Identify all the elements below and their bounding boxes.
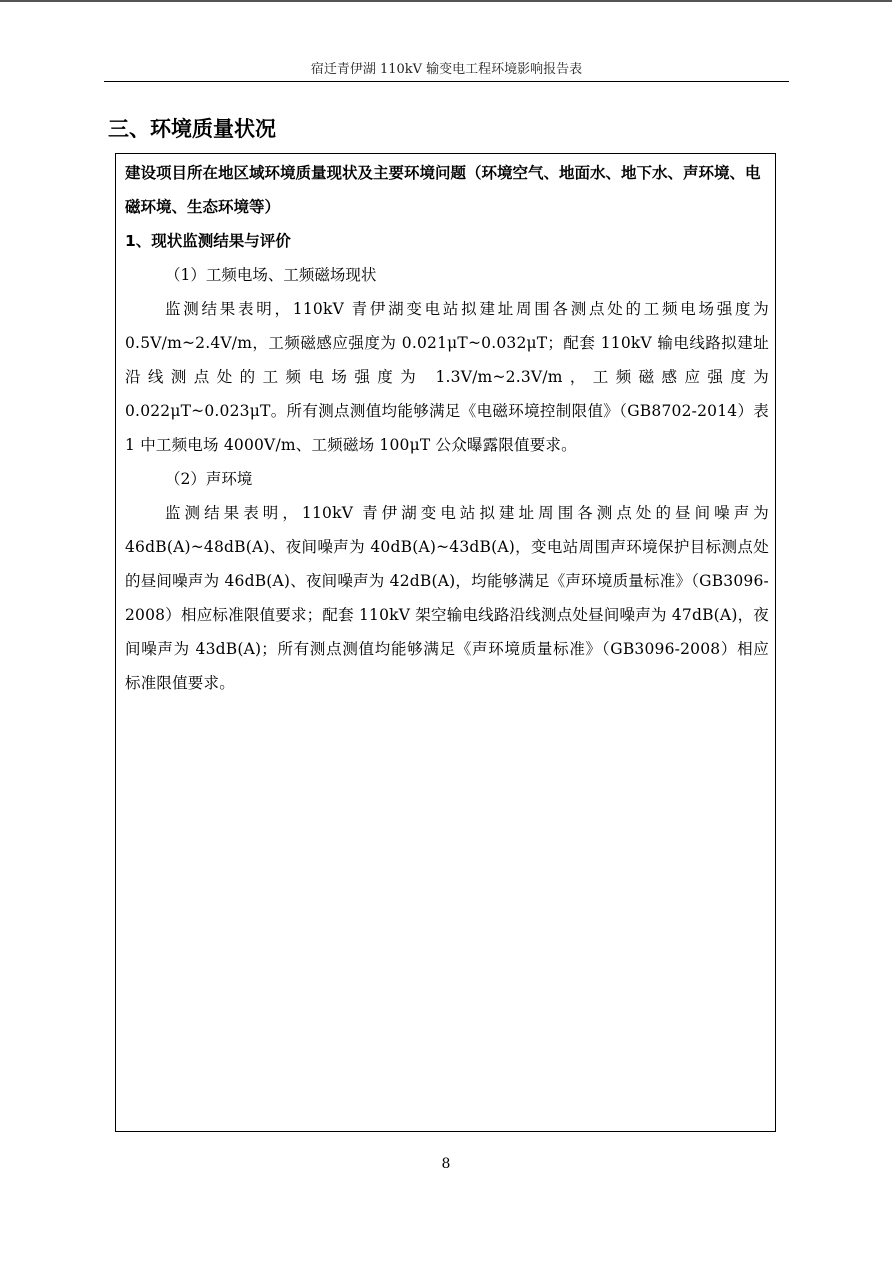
page-number: 8 <box>441 1156 451 1172</box>
section-title: 三、环境质量状况 <box>108 117 276 141</box>
item-heading-acoustic: （2）声环境 <box>165 470 253 488</box>
paragraph-power-frequency: 监测结果表明，110kV 青伊湖变电站拟建址周围各测点处的工频电场强度为 0.5V/m~2.4V/m，工频磁感应强度为 0.021μT~0.032μT；配套 110kV 输电线路拟建址沿线测点处的工频电场强度为 1.3V/m~2.3V/m，工频磁感应强度为 0.022μT~0.023μT。所有测点测值均能够满足《电磁环境控制限值》（GB8702-2014）表 1 中工频电场 4000V/m、工频磁场 100μT 公众曝露限值要求。 <box>125 300 769 454</box>
paragraph-acoustic: 监测结果表明，110kV 青伊湖变电站拟建址周围各测点处的昼间噪声为 46dB(A)~48dB(A)、夜间噪声为 40dB(A)~43dB(A)，变电站周围声环境保护目标测点处的昼间噪声为 46dB(A)、夜间噪声为 42dB(A)，均能够满足《声环境质量标准》（GB3096-2008）相应标准限值要求；配套 110kV 架空输电线路沿线测点处昼间噪声为 47dB(A)，夜间噪声为 43dB(A)；所有测点测值均能够满足《声环境质量标准》（GB3096-2008）相应标准限值要求。 <box>125 504 769 692</box>
subheading-monitoring-results: 1、现状监测结果与评价 <box>125 232 291 250</box>
item-heading-power-frequency: （1）工频电场、工频磁场现状 <box>165 266 377 284</box>
box-heading: 建设项目所在地区域环境质量现状及主要环境问题（环境空气、地面水、地下水、声环境、电磁环境、生态环境等） <box>125 164 761 216</box>
content-box <box>115 153 776 1132</box>
top-border <box>0 0 892 2</box>
header-divider <box>104 81 789 82</box>
content-body <box>125 156 769 700</box>
running-header: 宿迁青伊湖 110kV 输变电工程环境影响报告表 <box>310 62 583 77</box>
